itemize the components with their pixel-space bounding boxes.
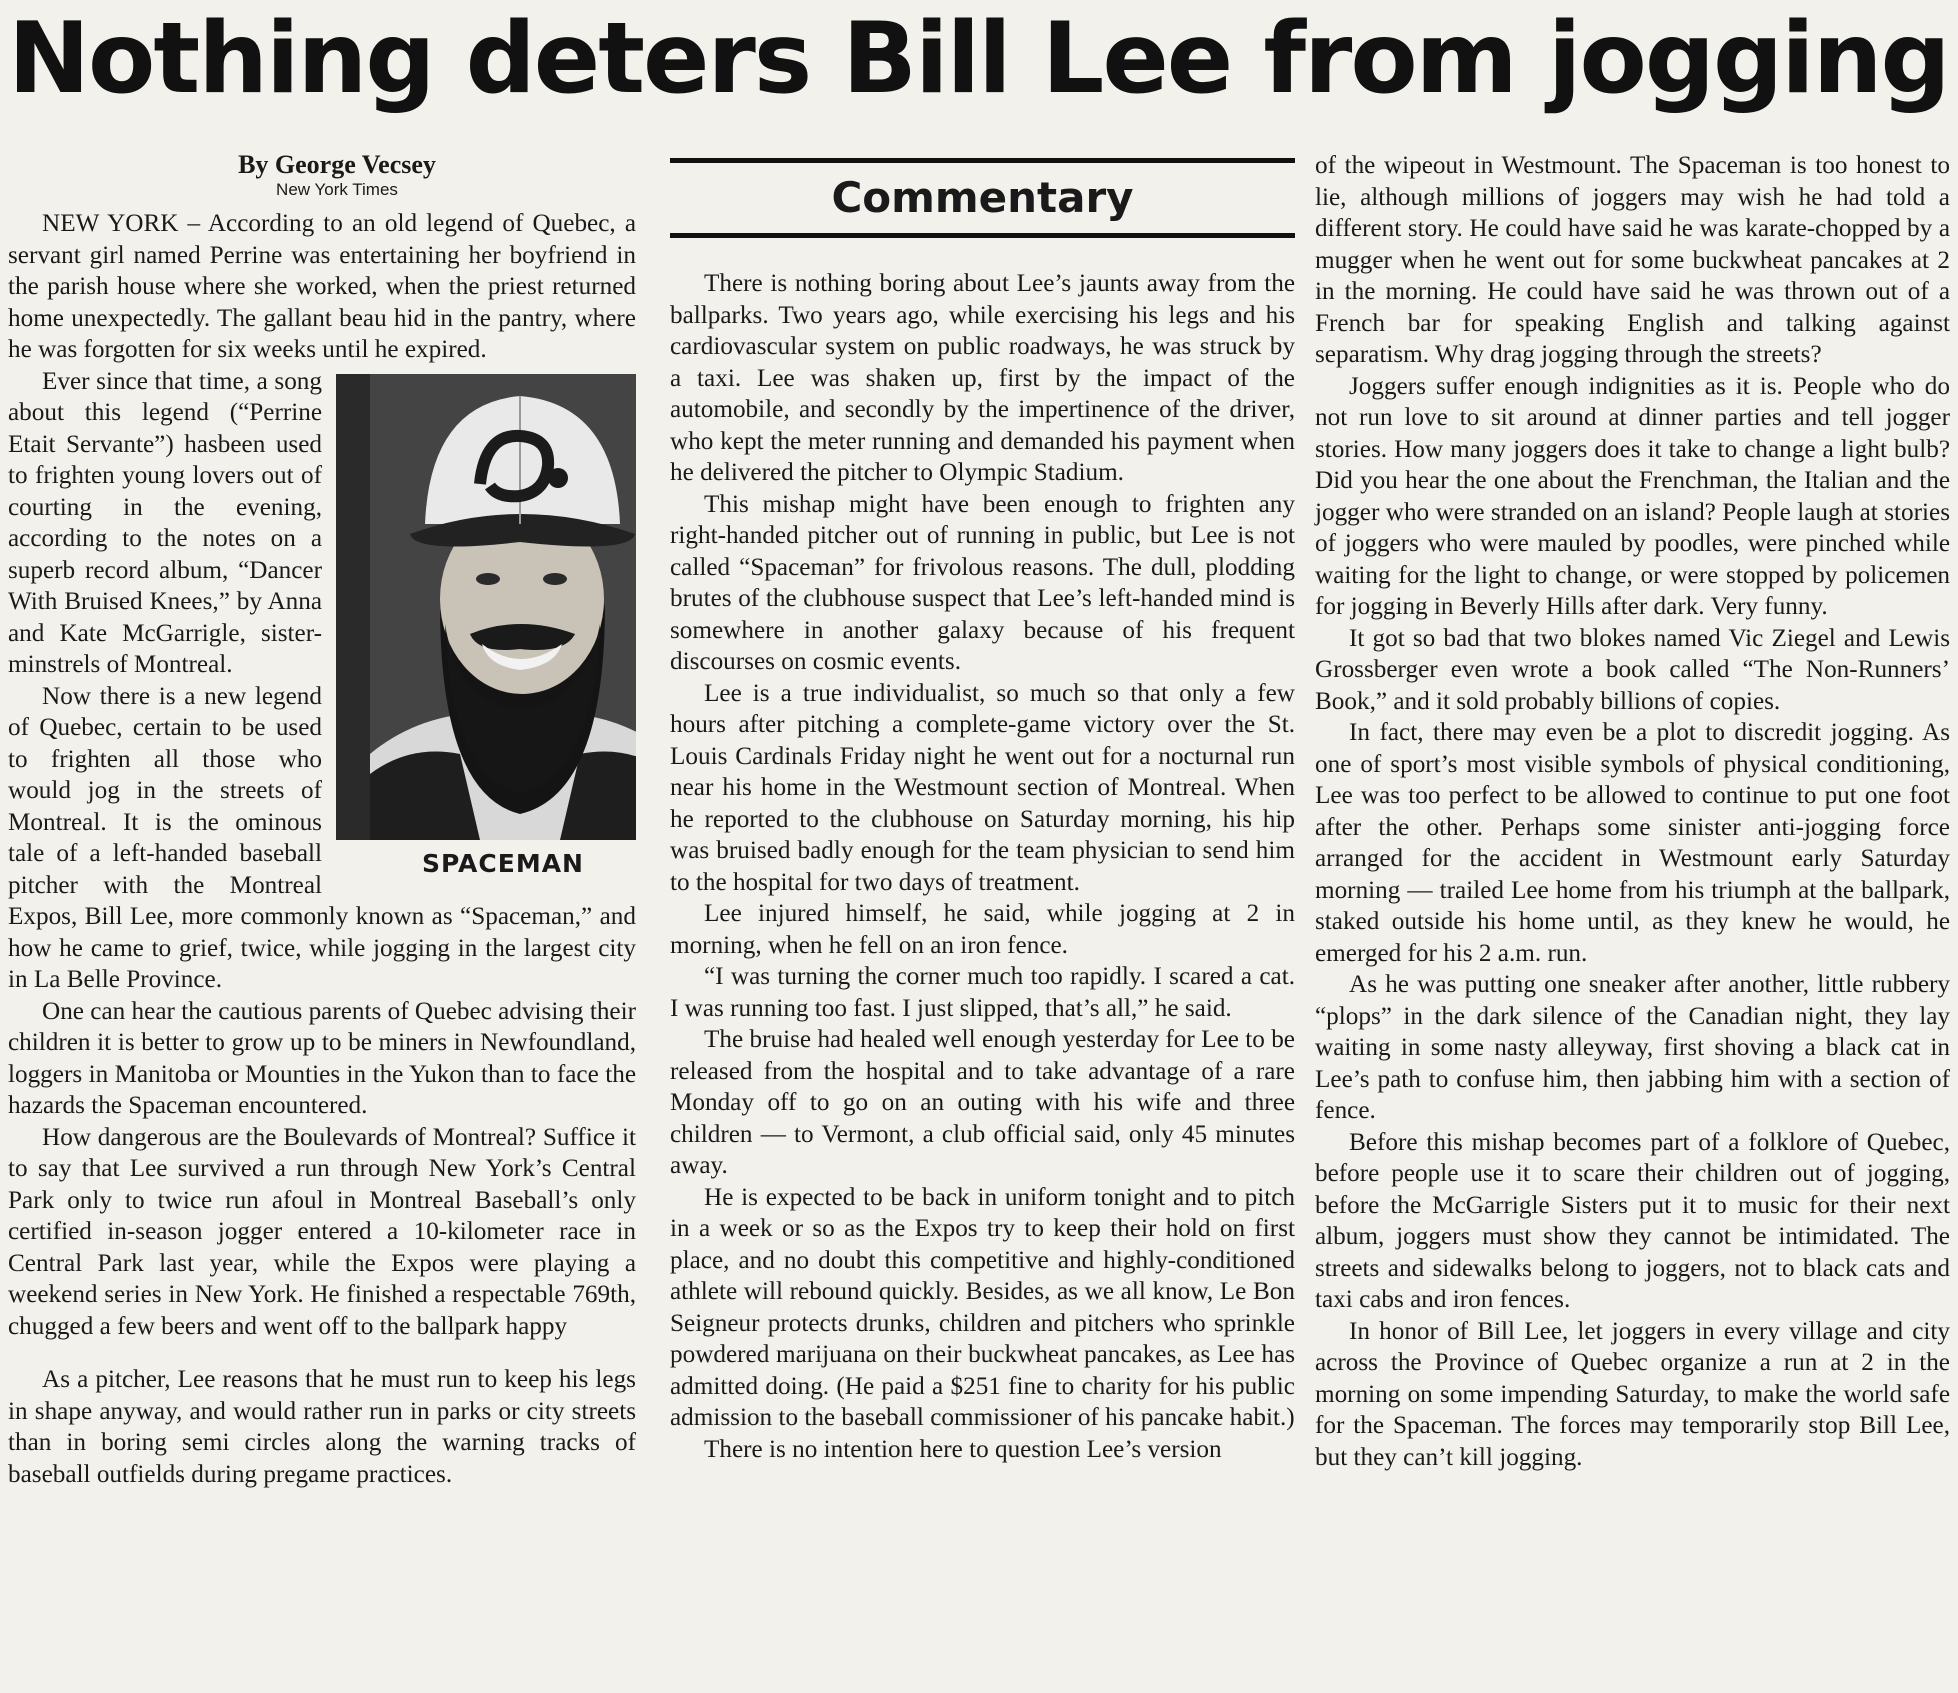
paragraph: In fact, there may even be a plot to discredit jogging. As one of sport’s most visible symbols of physical conditioning, Lee was too perfect to be allowed to continue to put one foot after the other. Perhaps some sinister anti-jogging force arranged for the accident in Westmount early Saturday morning — trailed Lee home from his triumph at the ballpark, staked outside his home until, as they knew he would, he emerged for his 2 a.m. run. bbox=[1315, 719, 1950, 967]
paragraph: Lee is a true individualist, so much so that only a few hours after pitching a complete-game victory over the St. Louis Cardinals Friday night he went out for a nocturnal run near his home in the Westmount section of Montreal. When he reported to the clubhouse on Saturday morning, his hip was bruised badly enough for the team physician to send him to the hospital for two days of treatment. bbox=[670, 679, 1295, 896]
headline: Nothing deters Bill Lee from jogging bbox=[8, 2, 1949, 116]
paragraph: As a pitcher, Lee reasons that he must run to keep his legs in shape anyway, and would rather run in parks or city streets than in boring semi circles along the warning tracks of baseball outfields during pregame practices. bbox=[8, 1366, 636, 1488]
paragraph-text: Ever since that time, a song about this legend (“Perrine Etait Servante”) hasbeen used to frighten young lovers out of courting in the evening, according to the notes on a superb record album, “Dancer With Bruised Knees,” by Anna and Kate McGarrigle, sister-minstrels of Montreal. bbox=[8, 367, 322, 678]
paragraph: This mishap might have been enough to frighten any right-handed pitcher out of running in public, but Lee is not called “Spaceman” for frivolous reasons. The dull, plodding brutes of the clubhouse suspect that Lee’s left-handed mind is somewhere in another galaxy because of his frequent discourses on cosmic events. bbox=[670, 490, 1295, 675]
commentary-banner bbox=[670, 158, 1295, 238]
photo-caption: SPACEMAN bbox=[422, 848, 584, 878]
byline-organization: New York Times bbox=[276, 180, 398, 199]
photo-bill-lee bbox=[336, 374, 636, 840]
rule-bottom bbox=[670, 233, 1295, 238]
commentary-label: Commentary bbox=[831, 173, 1134, 222]
paragraph: As he was putting one sneaker after another, little rubbery “plops” in the dark silence of the Canadian night, they lay waiting in some nasty alleyway, first shoving a black cat in Lee’s path to confuse him, then jabbing him with a section of fence. bbox=[1315, 971, 1950, 1124]
portrait-image bbox=[370, 374, 636, 840]
paragraph: Now there is a new legend of Quebec, certain to be used to frighten all those who would jog in the streets of Montreal. It is the ominous tale of a left-handed baseball pitcher with the Montreal Expos, Bill Lee, more commonly known as “Spaceman,” and how he came to grief, twice, while jogging in the largest city in La Belle Province. bbox=[8, 682, 636, 993]
paragraph: He is expected to be back in uniform tonight and to pitch in a week or so as the Expos try to keep their hold on first place, and no doubt this competitive and highly-conditioned athlete will rebound quickly. Besides, as we all know, Le Bon Seigneur protects drunks, children and pitchers who sprinkle powdered marijuana on their buckwheat pancakes, as Lee has admitted doing. (He paid a $251 fine to charity for his public admission to the baseball commissioner of his pancake habit.) bbox=[670, 1183, 1295, 1431]
paragraph: There is nothing boring about Lee’s jaunts away from the ballparks. Two years ago, while exercising his legs and his cardiovascular system on public roadways, he was struck by a taxi. Lee was shaken up, first by the impact of the automobile, and secondly by the impertinence of the driver, who kept the meter running and demanded his payment when he delivered the pitcher to Olympic Stadium. bbox=[670, 270, 1295, 486]
article-column-2 bbox=[670, 158, 1295, 1465]
paragraph: of the wipeout in Westmount. The Spaceman is too honest to lie, although millions of joggers may wish he had told a different story. He could have said he was karate-chopped by a mugger when he went out for some buckwheat pancakes at 2 in the morning. He could have said he was thrown out of a French bar for speaking English and talking against separatism. Why drag jogging through the streets? bbox=[1315, 152, 1950, 368]
paragraph: Lee injured himself, he said, while jogging at 2 in morning, when he fell on an iron fence. bbox=[670, 900, 1295, 959]
paragraph: Before this mishap becomes part of a folklore of Quebec, before people use it to scare their children out of jogging, before the McGarrigle Sisters put it to music for their next album, joggers must show they cannot be intimidated. The streets and sidewalks belong to joggers, not to black cats and taxi cabs and iron fences. bbox=[1315, 1128, 1950, 1313]
byline-author: By George Vecsey bbox=[238, 150, 436, 179]
paragraph: It got so bad that two blokes named Vic Ziegel and Lewis Grossberger even wrote a book called “The Non-Runners’ Book,” and it sold probably billions of copies. bbox=[1315, 624, 1950, 715]
paragraph: In honor of Bill Lee, let joggers in every village and city across the Province of Quebec organize a run at 2 in the morning on some impending Saturday, to make the world safe for the Spaceman. The forces may temporarily stop Bill Lee, but they can’t kill jogging. bbox=[1315, 1317, 1950, 1471]
paragraph: There is no intention here to question Lee’s version bbox=[704, 1435, 1222, 1463]
byline bbox=[8, 150, 636, 200]
paragraph: The bruise had healed well enough yesterday for Lee to be released from the hospital and to take advantage of a rare Monday off to go on an outing with his wife and three children — to Vermont, a club official said, only 45 minutes away. bbox=[670, 1026, 1295, 1179]
paragraph: Joggers suffer enough indignities as it is. People who do not run love to sit around at dinner parties and tell jogger stories. How many joggers does it take to change a light bulb? Did you hear the one about the Frenchman, the Italian and the jogger who were stranded on an island? People laugh at stories of joggers who were mauled by poodles, were pinched while waiting for the light to change, or were stopped by policemen for jogging in Beverly Hills after dark. Very funny. bbox=[1315, 372, 1950, 620]
article-column-1 bbox=[8, 150, 636, 1490]
photo-figure bbox=[336, 374, 636, 880]
paragraph: NEW YORK – According to an old legend of Quebec, a servant girl named Perrine was entertaining her boyfriend in the parish house where she worked, when the priest returned home unexpectedly. The gallant beau hid in the pantry, where he was forgotten for six weeks until he expired. bbox=[8, 210, 636, 363]
paragraph: How dangerous are the Boulevards of Montreal? Suffice it to say that Lee survived a run through New York’s Central Park only to twice run afoul in Montreal Baseball’s only certified in-season jogger entered a 10-kilometer race in Central Park last year, while the Expos were playing a weekend series in New York. He finished a respectable 769th, chugged a few beers and went off to the ballpark happy bbox=[8, 1123, 636, 1340]
article-column-3 bbox=[1315, 150, 1950, 1473]
paragraph: One can hear the cautious parents of Quebec advising their children it is better to grow up to be miners in Newfoundland, loggers in Manitoba or Mounties in the Yukon than to face the hazards the Spaceman encountered. bbox=[8, 997, 636, 1119]
paragraph: “I was turning the corner much too rapidly. I scared a cat. I was running too fast. I just slipped, that’s all,” he said. bbox=[670, 963, 1295, 1022]
